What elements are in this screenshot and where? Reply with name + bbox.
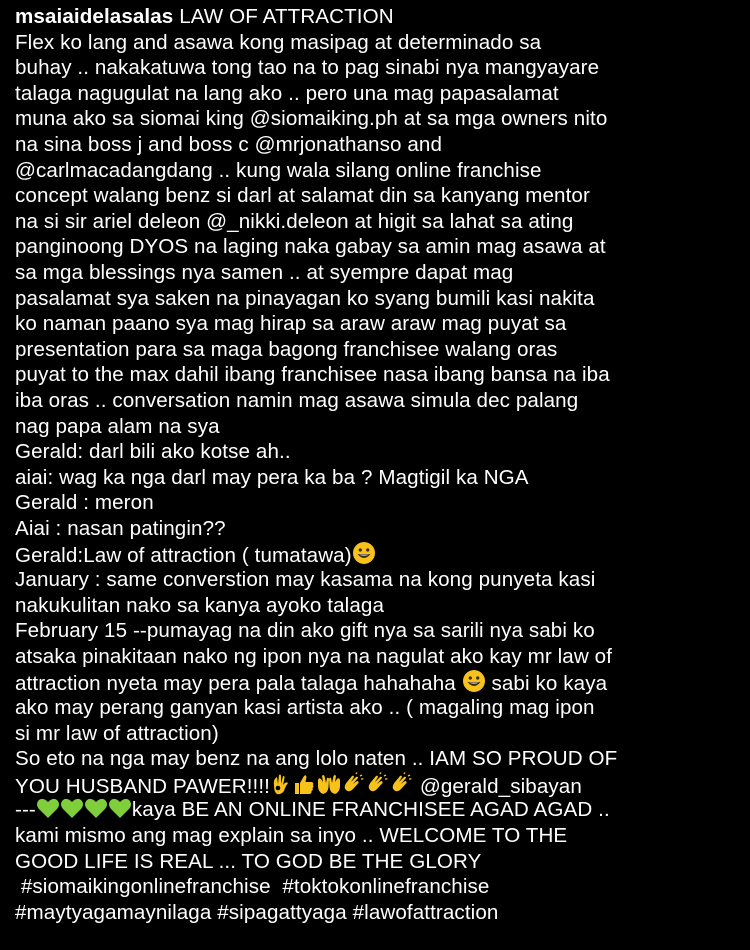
caption-line-hearts bbox=[15, 797, 743, 823]
caption-line: February 15 --pumayag na din ako gift nya sa sarili nya sabi ko bbox=[15, 619, 595, 643]
caption-line: Gerald: darl bili ako kotse ah.. bbox=[15, 440, 291, 464]
caption-line: kami mismo ang mag explain sa inyo .. WELCOME TO THE bbox=[15, 824, 568, 847]
green-heart-icon bbox=[36, 797, 60, 819]
caption-text: YOU HUSBAND PAWER!!!! bbox=[15, 774, 270, 798]
green-heart-icon bbox=[84, 797, 108, 819]
post-caption bbox=[15, 4, 743, 925]
caption-text: --- bbox=[15, 798, 36, 822]
thumbs-up-icon bbox=[292, 772, 316, 796]
caption-line: aiai: wag ka nga darl may pera ka ba ? Magtigil ka NGA bbox=[15, 465, 529, 489]
caption-line: January : same converstion may kasama na kong punyeta kasi bbox=[15, 568, 596, 592]
caption-line: So eto na nga may benz na ang lolo naten .. IAM SO PROUD OF bbox=[15, 747, 618, 771]
clapping-hands-icon bbox=[390, 772, 414, 796]
hashtag-line[interactable]: #siomaikingonlinefranchise #toktokonlinefranchise bbox=[15, 875, 490, 899]
caption-line: presentation para sa maga bagong franchisee walang oras bbox=[15, 337, 558, 361]
caption-header bbox=[15, 4, 743, 30]
caption-line: Flex ko lang and asawa kong masipag at determinado sa bbox=[15, 30, 542, 54]
caption-line: puyat to the max dahil ibang franchisee nasa ibang bansa na iba bbox=[15, 363, 610, 387]
grinning-face-icon bbox=[462, 669, 486, 693]
caption-line: Gerald : meron bbox=[15, 491, 154, 515]
caption-line: panginoong DYOS na laging naka gabay sa amin mag asawa at bbox=[15, 235, 606, 259]
caption-line: na si sir ariel deleon @_nikki.deleon at higit sa lahat sa ating bbox=[15, 209, 574, 233]
raising-hands-icon bbox=[316, 772, 342, 796]
caption-line-husband bbox=[15, 772, 743, 798]
caption-line: talaga nagugulat na lang ako .. pero una mag papasalamat bbox=[15, 81, 559, 105]
green-heart-icon bbox=[60, 797, 84, 819]
caption-line: GOOD LIFE IS REAL ... TO GOD BE THE GLORY bbox=[15, 849, 482, 873]
caption-line: na sina boss j and boss c @mrjonathanso and bbox=[15, 132, 443, 156]
caption-line: buhay .. nakakatuwa tong tao na to pag sinabi nya mangyayare bbox=[15, 56, 600, 80]
username[interactable]: msaiaidelasalas bbox=[15, 5, 174, 28]
caption-text: attraction nyeta may pera pala talaga hahahaha bbox=[15, 672, 456, 696]
caption-line: Aiai : nasan patingin?? bbox=[15, 516, 226, 540]
caption-line: pasalamat sya saken na pinayagan ko syang bumili kasi nakita bbox=[15, 286, 595, 310]
caption-line: ako may perang ganyan kasi artista ako .. ( magaling mag ipon bbox=[15, 696, 595, 720]
green-heart-icon bbox=[108, 797, 132, 819]
caption-line: concept walang benz si darl at salamat din sa kanyang mentor bbox=[15, 184, 590, 208]
caption-line: sa mga blessings nya samen .. at syempre dapat mag bbox=[15, 260, 514, 284]
caption-line-laugh bbox=[15, 541, 743, 567]
caption-text: sabi ko kaya bbox=[491, 672, 608, 696]
caption-text: Gerald:Law of attraction ( tumatawa) bbox=[15, 544, 352, 568]
caption-line: ko naman paano sya mag hirap sa araw araw mag puyat sa bbox=[15, 312, 567, 336]
ok-hand-icon bbox=[270, 772, 292, 796]
caption-title: LAW OF ATTRACTION bbox=[179, 5, 394, 28]
caption-line: @carlmacadangdang .. kung wala silang online franchise bbox=[15, 158, 542, 182]
caption-line: nag papa alam na sya bbox=[15, 414, 220, 438]
caption-text: kaya BE AN ONLINE FRANCHISEE AGAD AGAD .. bbox=[131, 798, 610, 822]
grinning-face-icon bbox=[352, 541, 376, 565]
mention-link[interactable]: @gerald_sibayan bbox=[419, 774, 582, 798]
caption-line: nakukulitan nako sa kanya ayoko talaga bbox=[15, 593, 385, 617]
hashtags bbox=[15, 874, 743, 925]
hashtag-line[interactable]: #maytyagamaynilaga #sipagattyaga #lawofattraction bbox=[15, 900, 499, 924]
caption-line: si mr law of attraction) bbox=[15, 721, 219, 745]
caption-line: iba oras .. conversation namin mag asawa simula dec palang bbox=[15, 388, 579, 412]
clapping-hands-icon bbox=[366, 772, 390, 796]
caption-line: atsaka pinakitaan nako ng ipon nya na nagulat ako kay mr law of bbox=[15, 644, 613, 668]
caption-line: muna ako sa siomai king @siomaiking.ph at sa mga owners nito bbox=[15, 107, 608, 131]
caption-line-haha bbox=[15, 669, 743, 695]
clapping-hands-icon bbox=[342, 772, 366, 796]
